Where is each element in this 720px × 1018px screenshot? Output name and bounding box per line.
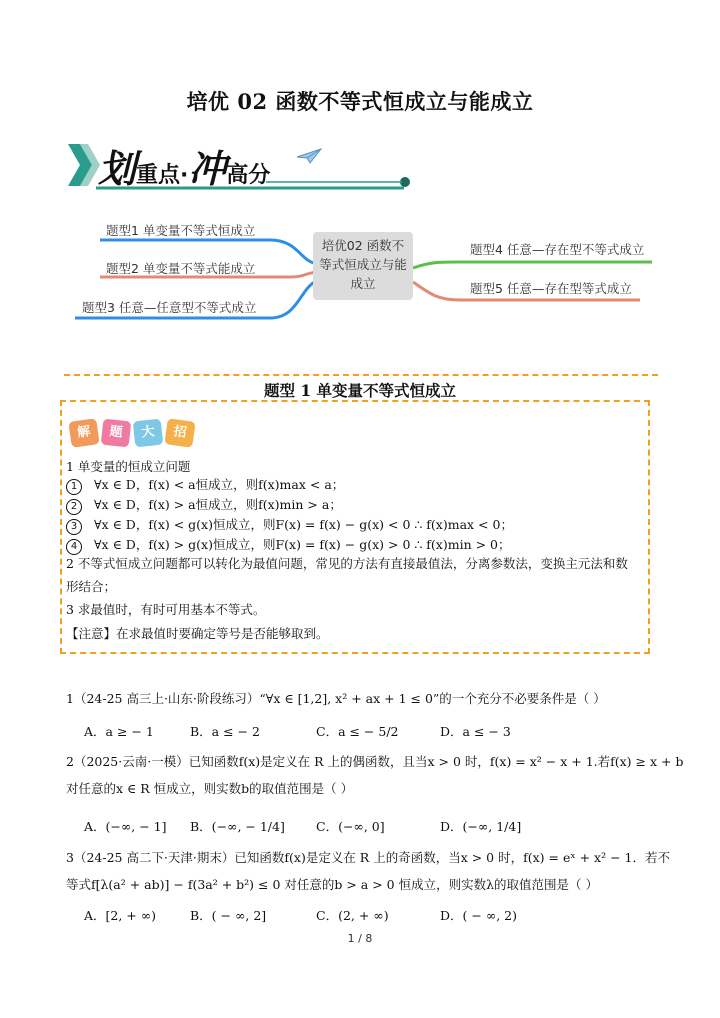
q1-option-a: A．a ≥ − 1 (84, 724, 154, 739)
question-1-stem: 1（24-25 高三上·山东·阶段练习）“∀x ∈ [1,2], x² + ax + 1 ≤ 0”的一个充分不必要条件是（ ） (66, 691, 606, 706)
badge-3: 大 (133, 419, 164, 448)
banner-char-1: 划 (98, 147, 137, 191)
badge-2: 题 (101, 419, 132, 448)
badge-1: 解 (68, 418, 99, 448)
mindmap-left-1: 题型1 单变量不等式恒成立 (106, 223, 256, 238)
banner-text (98, 138, 270, 193)
method-item-4: 4 ∀x ∈ D，f(x) > g(x)恒成立，则F(x) = f(x) − g(x) > 0 ∴ f(x)min > 0； (66, 536, 511, 555)
method-point-2b: 形结合； (66, 579, 117, 594)
mindmap-center-line-1: 培优02 函数不 (321, 238, 405, 253)
mindmap-center-line-3: 成立 (350, 276, 376, 291)
q2-option-b: B．(−∞, − 1/4] (190, 819, 285, 834)
banner-char-2: 冲 (188, 147, 227, 191)
mindmap-center-line-2: 等式恒成立与能 (319, 257, 407, 272)
mindmap-left-3: 题型3 任意—任意型不等式成立 (82, 300, 257, 315)
mindmap-center (313, 232, 413, 300)
section-top-divider (64, 374, 658, 376)
q2-option-c: C．(−∞, 0] (316, 819, 385, 834)
method-note: 【注意】在求最值时要确定等号是否能够取到。 (66, 626, 329, 641)
banner-text-2: 高分 (226, 163, 271, 188)
section-title: 题型 1 单变量不等式恒成立 (263, 381, 457, 400)
q3-option-b: B．( − ∞, 2] (190, 908, 267, 923)
question-3-stem-2: 等式f[λ(a² + ab)] − f(3a² + b²) ≤ 0 对任意的b > a > 0 恒成立，则实数λ的取值范围是（ ） (66, 877, 599, 892)
q1-option-d: D．a ≤ − 3 (440, 724, 511, 739)
method-item-3: 3 ∀x ∈ D，f(x) < g(x)恒成立，则F(x) = f(x) − g(x) < 0 ∴ f(x)max < 0； (66, 516, 513, 535)
page-title: 培优 02 函数不等式恒成立与能成立 (186, 89, 534, 114)
q1-option-b: B．a ≤ − 2 (190, 724, 260, 739)
q1-option-c: C．a ≤ − 5/2 (316, 724, 399, 739)
question-2-stem-1: 2（2025·云南·一模）已知函数f(x)是定义在 R 上的偶函数，且当x > 0 时，f(x) = x² − x + 1.若f(x) ≥ x + b (66, 754, 684, 769)
q3-option-c: C．(2, + ∞) (316, 908, 389, 923)
question-2-stem-2: 对任意的x ∈ R 恒成立，则实数b的取值范围是（ ） (66, 781, 354, 796)
mindmap-left-2: 题型2 单变量不等式能成立 (106, 261, 256, 276)
method-badges (70, 420, 194, 446)
paper-plane-icon (296, 147, 322, 165)
q3-option-a: A．[2, + ∞) (84, 908, 157, 923)
mindmap-right-2: 题型5 任意—存在型等式成立 (470, 281, 632, 296)
question-3-stem-1: 3（24-25 高二下·天津·期末）已知函数f(x)是定义在 R 上的奇函数，当x > 0 时，f(x) = eˣ + x² − 1．若不 (66, 850, 670, 865)
method-point-2a: 2 不等式恒成立问题都可以转化为最值问题，常见的方法有直接最值法，分离参数法，变换主元法和数 (66, 556, 628, 571)
method-item-1: 1 ∀x ∈ D，f(x) < a恒成立，则f(x)max < a； (66, 476, 344, 495)
q2-option-a: A．(−∞, − 1] (84, 819, 167, 834)
q2-option-d: D．(−∞, 1/4] (440, 819, 522, 834)
badge-4: 招 (164, 418, 195, 448)
page-number: 1 / 8 (347, 932, 373, 945)
banner-text-1: 重点· (136, 163, 189, 188)
method-point-3: 3 求最值时，有时可用基本不等式。 (66, 602, 266, 617)
method-heading-1: 1 单变量的恒成立问题 (66, 459, 191, 474)
mindmap-right-1: 题型4 任意—存在型不等式成立 (470, 242, 645, 257)
method-item-2: 2 ∀x ∈ D，f(x) > a恒成立，则f(x)min > a； (66, 496, 342, 515)
q3-option-d: D．( − ∞, 2) (440, 908, 518, 923)
